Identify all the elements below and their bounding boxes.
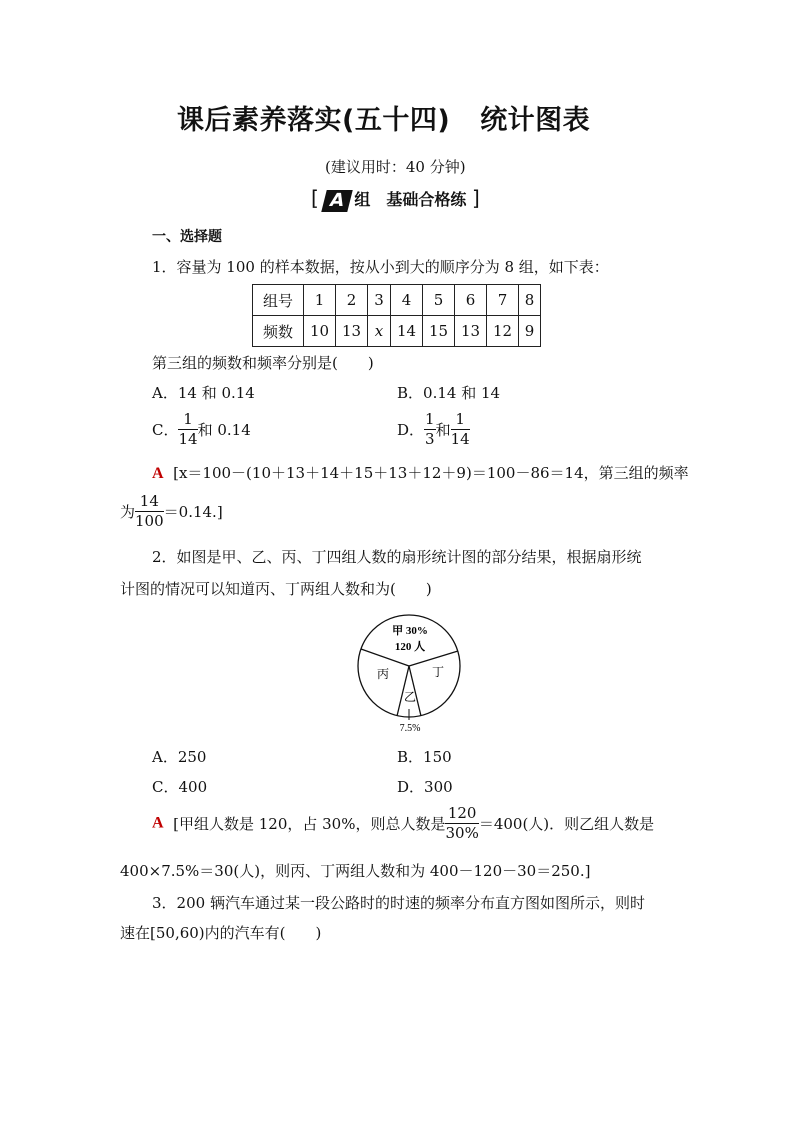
table-cell: 15 (423, 316, 455, 347)
pie-label-jia: 甲 30% (392, 625, 428, 637)
table-header-cell: 组号 (253, 285, 304, 316)
fraction-numerator: 120 (445, 806, 478, 824)
pie-label-bing: 丙 (376, 667, 390, 681)
table-row (253, 285, 541, 316)
q2-stem-line1: 2．如图是甲、乙、丙、丁四组人数的扇形统计图的部分结果，根据扇形统 (152, 548, 642, 566)
q3-stem-line1: 3．200 辆汽车通过某一段公路时的时速的频率分布直方图如图所示，则时 (152, 894, 645, 912)
solution-text: ＝0.14.] (163, 503, 223, 521)
table-cell: 12 (487, 316, 519, 347)
title-main: 课后素养落实(五十四) (177, 105, 451, 136)
solution-text: [甲组人数是 120，占 30%，则总人数是 (173, 815, 446, 833)
fraction-denominator: 100 (135, 512, 164, 530)
fraction (178, 412, 197, 447)
fraction (445, 806, 478, 841)
fraction (135, 494, 164, 529)
page-title (177, 98, 590, 137)
table-cell: 6 (455, 285, 487, 316)
table-cell: 9 (519, 316, 541, 347)
solution-text: 为 (120, 503, 136, 521)
title-topic: 统计图表 (480, 105, 591, 136)
pie-label-yi-pct: 7.5% (399, 723, 421, 734)
table-cell: 5 (423, 285, 455, 316)
q1-question: 第三组的频数和频率分别是( ) (152, 354, 374, 372)
group-heading (311, 186, 480, 212)
option-text: 和 0.14 (197, 421, 251, 439)
q1-option-d (397, 412, 470, 447)
fraction (451, 412, 470, 447)
solution-text: [x＝100－(10＋13＋14＋15＋13＋12＋9)＝100－86＝14，第三组的频率 (173, 464, 689, 482)
table-cell: 13 (455, 316, 487, 347)
q2-option-c: C．400 (152, 778, 208, 796)
q2-stem-line2: 计图的情况可以知道丙、丁两组人数和为( ) (120, 580, 432, 598)
q1-option-b: B．0.14 和 14 (397, 384, 501, 402)
pie-label-jia-count: 120 人 (394, 641, 426, 653)
table-cell: 3 (368, 285, 391, 316)
fraction-numerator: 1 (451, 412, 470, 430)
table-cell: 2 (336, 285, 368, 316)
q3-stem-line2: 速在[50,60)内的汽车有( ) (120, 924, 322, 942)
q1-option-c (152, 412, 251, 447)
solution-text: ＝400(人)．则乙组人数是 (478, 815, 655, 833)
group-letter-badge: A (322, 190, 353, 212)
table-cell: 8 (519, 285, 541, 316)
fraction-numerator: 1 (425, 410, 435, 428)
fraction (424, 412, 436, 447)
answer-letter: A (152, 465, 164, 482)
table-cell: 4 (391, 285, 423, 316)
table-cell: 10 (304, 316, 336, 347)
frequency-table (252, 284, 541, 347)
pie-label-yi: 乙 (403, 690, 417, 704)
q2-option-b: B．150 (397, 748, 452, 766)
fraction-denominator: 30% (445, 824, 479, 842)
q1-stem: 1．容量为 100 的样本数据，按从小到大的顺序分为 8 组，如下表： (152, 258, 609, 276)
q2-option-a: A．250 (152, 748, 207, 766)
table-row (253, 316, 541, 347)
bracket-left: [ (311, 186, 319, 210)
q1-option-a: A．14 和 0.14 (152, 384, 255, 402)
q2-option-d: D．300 (397, 778, 453, 796)
fraction-numerator: 14 (135, 494, 164, 512)
fraction-numerator: 1 (178, 412, 197, 430)
table-cell: x (368, 316, 391, 347)
pie-label-ding: 丁 (431, 665, 445, 679)
fraction-denominator: 14 (178, 430, 198, 448)
bracket-right: ] (471, 186, 480, 210)
q1-solution-line1 (152, 462, 689, 483)
table-cell: 14 (391, 316, 423, 347)
section-label: 一、选择题 (152, 229, 222, 245)
pie-chart (350, 604, 470, 739)
table-header-cell: 频数 (253, 316, 304, 347)
q2-solution-line1 (152, 806, 654, 841)
table-cell: 1 (304, 285, 336, 316)
option-text: 和 (435, 421, 451, 439)
q2-solution-line2: 400×7.5%＝30(人)，则丙、丁两组人数和为 400－120－30＝250.] (120, 862, 591, 880)
fraction-denominator: 3 (425, 430, 435, 448)
option-label: C． (152, 421, 179, 439)
option-label: D． (397, 421, 425, 439)
table-cell: 13 (336, 316, 368, 347)
answer-letter: A (152, 814, 164, 832)
table-cell: 7 (487, 285, 519, 316)
q1-solution-line2 (120, 494, 223, 529)
group-label: 组 基础合格练 (354, 190, 467, 209)
time-hint: (建议用时：40 分钟) (325, 158, 466, 176)
fraction-denominator: 14 (450, 430, 470, 448)
